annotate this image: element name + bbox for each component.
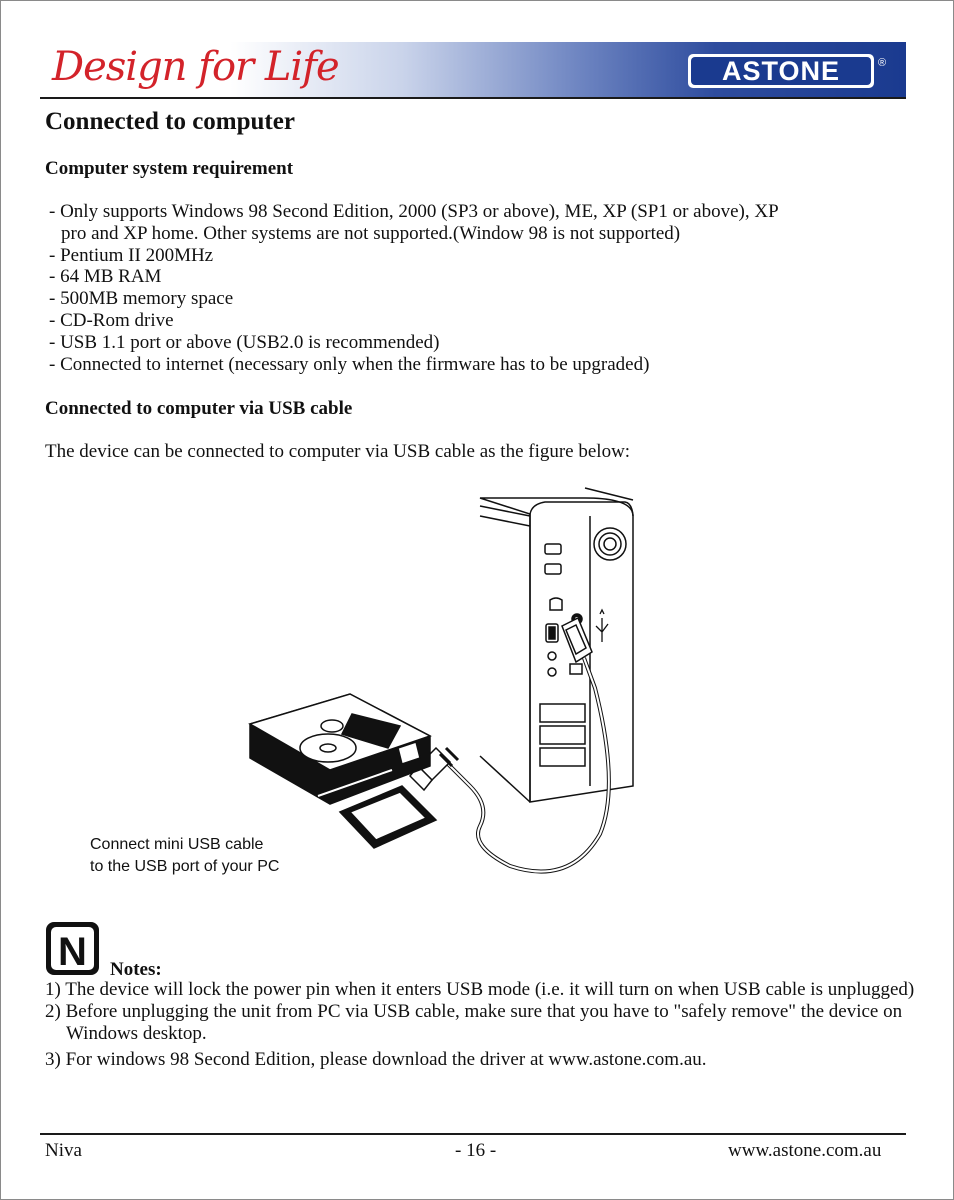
notes-list [45, 979, 920, 1071]
header-banner [40, 42, 906, 98]
figure-caption-line1: Connect mini USB cable [90, 836, 264, 853]
list-item: 2) Before unplugging the unit from PC via USB cable, make sure that you have to "safely remove" the device on Windows desktop. [45, 1001, 903, 1044]
pc-tower-illustration [480, 488, 633, 802]
list-item: - USB 1.1 port or above (USB2.0 is recommended) [49, 331, 440, 353]
note-icon [45, 921, 100, 976]
header-rule [40, 97, 906, 99]
footer-product: Niva [45, 1140, 82, 1161]
note-icon-letter: N [58, 930, 87, 974]
footer-page-number: - 16 - [455, 1140, 497, 1161]
registered-mark: ® [877, 57, 887, 69]
notes-label: Notes: [110, 959, 162, 980]
list-item: - 500MB memory space [49, 288, 234, 310]
list-item: - 64 MB RAM [49, 266, 162, 288]
usb-connection-figure [240, 486, 646, 890]
footer-website: www.astone.com.au [728, 1140, 882, 1161]
requirements-list [49, 201, 779, 375]
list-item: - Connected to internet (necessary only when the firmware has to be upgraded) [49, 353, 650, 375]
footer-rule [40, 1133, 906, 1135]
list-item: - Only supports Windows 98 Second Edition, 2000 (SP3 or above), ME, XP (SP1 or above), XP [49, 201, 779, 222]
list-item: - Pentium II 200MHz [49, 244, 214, 266]
astone-logo [688, 52, 888, 92]
brand-text: ASTONE [721, 56, 841, 86]
list-item: 3) For windows 98 Second Edition, please download the driver at www.astone.com.au. [45, 1049, 707, 1070]
figure-caption-line2: to the USB port of your PC [90, 858, 280, 875]
section-heading-requirements: Computer system requirement [45, 158, 294, 179]
list-item: - CD-Rom drive [49, 309, 174, 331]
list-item: pro and XP home. Other systems are not supported.(Window 98 is not supported) [61, 222, 681, 244]
page-title: Connected to computer [45, 108, 295, 135]
list-item: 1) The device will lock the power pin when it enters USB mode (i.e. it will turn on when USB cable is unplugged) [45, 979, 915, 1000]
slogan: Design for Life [52, 44, 339, 90]
section-heading-usb: Connected to computer via USB cable [45, 398, 353, 419]
section-intro: The device can be connected to computer via USB cable as the figure below: [45, 441, 631, 462]
